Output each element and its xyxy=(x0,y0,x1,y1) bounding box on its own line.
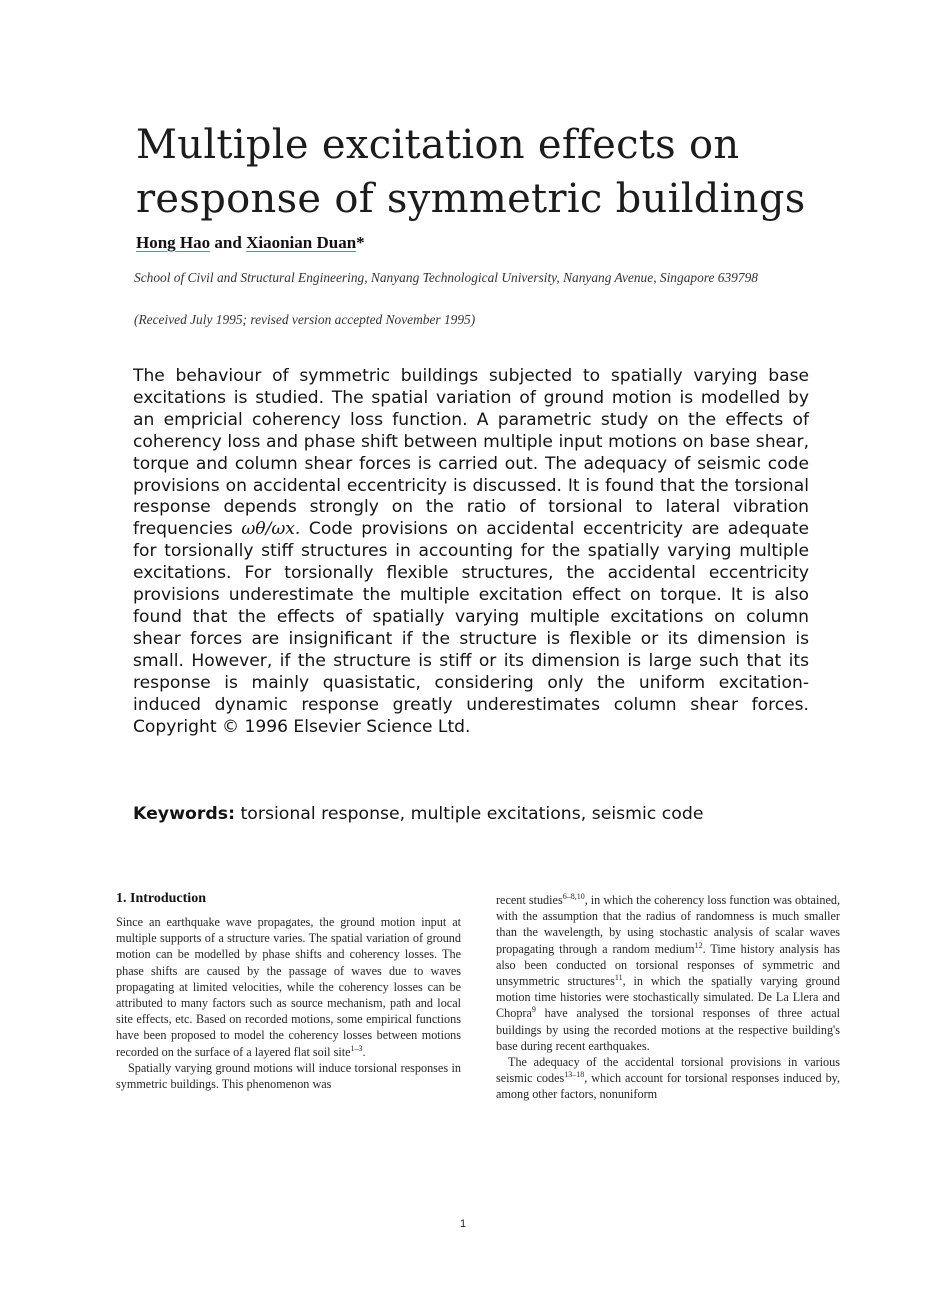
paper-title: Multiple excitation effects on response of symmetric buildings xyxy=(136,122,806,222)
author-name[interactable]: Xiaonian Duan xyxy=(246,233,357,252)
body-paragraph: Spatially varying ground motions will induce torsional responses in symmetric buildings. This phenomenon was xyxy=(116,1060,461,1092)
abstract-text: The behaviour of symmetric buildings subjected to spatially varying base excitations is studied. The spatial variation of ground motion is modelled by an empricial coherency loss function. A parametric study on the effects of coherency loss and phase shift between multiple input motions on base shear, torque and column shear forces is carried out. The adequacy of seismic code provisions on accidental eccentricity is discussed. It is found that the torsional response depends strongly on the ratio of torsional to lateral vibration frequencies xyxy=(133,366,809,540)
body-paragraph: The adequacy of the accidental torsional provisions in various seismic codes$^{13-18}$, which account for torsional responses induced by, among other factors, nonuniform xyxy=(496,1055,840,1102)
citation-ref[interactable]: 13–18 xyxy=(564,1070,585,1080)
abstract xyxy=(133,366,809,738)
page-number: 1 xyxy=(459,1218,467,1230)
citation-ref[interactable]: 6–8,10 xyxy=(562,892,585,901)
abstract-text: Code provisions on accidental eccentricity are adequate for torsionally stiff structures in accounting for the spatially varying multiple excitations. For torsionally flexible structures, the accidental eccentricity provisions underestimate the multiple excitation effect on torque. It is also found that the effects of spatially varying multiple excitations on column shear forces are insignificant if the structure is flexible or its dimension is small. However, if the structure is stiff or its dimension is large such that its response is mainly quasistatic, considering only the uniform excitation-induced dynamic response greatly underestimates column shear forces. Copyright © 1996 Elsevier Science Ltd. xyxy=(133,519,809,737)
affiliation: School of Civil and Structural Engineering, Nanyang Technological University, Nanyang Avenue, Singapore 639798 xyxy=(134,270,758,285)
citation-ref[interactable]: 12 xyxy=(694,940,703,950)
body-paragraph: recent studies$^{6-8,10}$, in which the coherency loss function was obtained, with the assumption that the radius of randomness is much smaller than the wavelength, by using stochastic analysis of scalar waves propagating through a random medium$^{12}$. Time history analysis has also been conducted on torsional responses of symmetric and unsymmetric structures$^{11}$, in which the spatially varying ground motion time histories were stochastically simulated. De La Llera and Chopra$^9$ have analysed the torsional responses of three actual buildings by using the recorded motions at the respective building's base during recent earthquakes. xyxy=(496,892,840,1053)
citation-ref[interactable]: 1–3 xyxy=(350,1043,363,1053)
author-line xyxy=(136,233,365,253)
column-right xyxy=(496,892,840,1128)
author-conjunction: and xyxy=(214,233,242,252)
received-dates: (Received July 1995; revised version accepted November 1995) xyxy=(134,312,476,327)
keywords xyxy=(133,804,703,824)
keywords-label: Keywords: xyxy=(133,804,235,824)
citation-ref[interactable]: 11 xyxy=(614,972,623,982)
body-paragraph: Since an earthquake wave propagates, the ground motion input at multiple supports of a structure varies. The spatial variation of ground motion can be modelled by phase shifts and coherency losses. The phase shifts are caused by the passage of waves due to waves propagating at limited velocities, while the coherency losses can be attributed to many factors such as source mechanism, path and local site effects, etc. Based on recorded motions, some empirical functions have been proposed to model the coherency losses between motions recorded on the surface of a layered flat soil site$^{1-3}$. xyxy=(116,915,461,1059)
corresponding-author-mark: * xyxy=(356,233,365,252)
section-heading: 1. Introduction xyxy=(116,891,206,906)
frequency-ratio-symbol: ωθ/ωx. xyxy=(241,519,301,540)
citation-ref[interactable]: 9 xyxy=(531,1005,536,1015)
column-left xyxy=(116,914,461,1130)
keywords-text: torsional response, multiple excitations, seismic code xyxy=(240,804,704,824)
author-name[interactable]: Hong Hao xyxy=(136,233,211,252)
